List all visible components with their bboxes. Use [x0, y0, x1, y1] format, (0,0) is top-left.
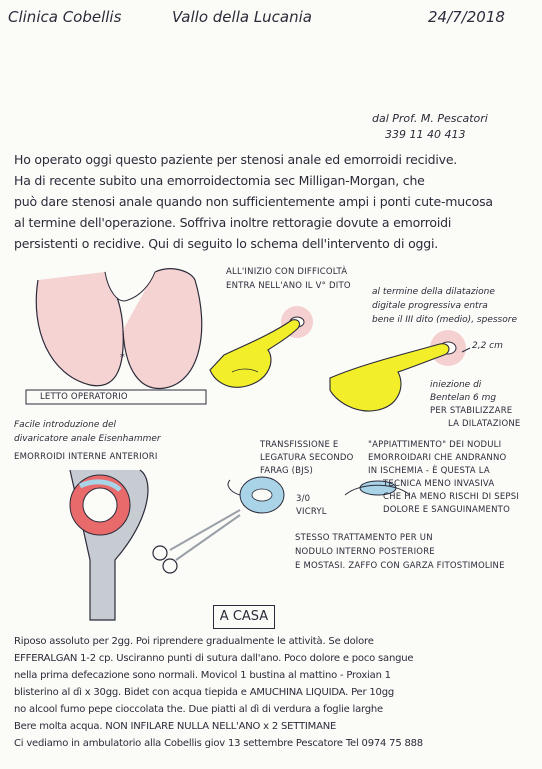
caption-facile-2: divaricatore anale Eisenhammer [14, 434, 161, 444]
caption-dilatazione-3: bene il III dito (medio), spessore [372, 315, 517, 325]
instruction-line-5: no alcool fumo pepe cioccolata the. Due piatti al dì di verdura a foglie larghe [14, 704, 384, 715]
intro-line-3: può dare stenosi anale quando non sufficientemente ampi i ponti cute-mucosa [14, 194, 493, 209]
author-phone: 339 11 40 413 [385, 128, 466, 141]
caption-dilatazione-1: al termine della dilatazione [372, 287, 495, 297]
caption-appiattimento-2: EMORROIDARI CHE ANDRANNO [368, 453, 507, 463]
glove-finger-drawing [210, 306, 313, 387]
caption-filo-2: VICRYL [296, 507, 327, 517]
scissors-drawing [153, 510, 240, 573]
caption-dilatazione-2: digitale progressiva entra [372, 301, 488, 311]
caption-appiattimento-5: CHE HA MENO RISCHI DI SEPSI [383, 492, 520, 502]
caption-transfissione-1: TRANSFISSIONE E [260, 440, 339, 450]
caption-appiattimento-1: "APPIATTIMENTO" DEI NODULI [368, 440, 502, 450]
ligated-nodule-drawing [228, 477, 284, 513]
caption-filo-1: 3/0 [296, 494, 311, 504]
caption-stesso-1: STESSO TRATTAMENTO PER UN [295, 533, 433, 543]
instruction-line-1: Riposo assoluto per 2gg. Poi riprendere gradualmente le attività. Se dolore [14, 636, 374, 647]
author-signature: dal Prof. M. Pescatori [372, 112, 488, 125]
caption-facile-1: Facile introduzione del [14, 420, 116, 430]
caption-transfissione-2: LEGATURA SECONDO [260, 453, 354, 463]
caption-emorroidi: EMORROIDI INTERNE ANTERIORI [14, 452, 158, 462]
caption-bentelan-2: Bentelan 6 mg [430, 393, 497, 403]
caption-spessore: 2,2 cm [472, 341, 503, 351]
dilator-drawing [70, 470, 148, 620]
caption-bentelan-3: PER STABILIZZARE [430, 406, 513, 416]
instruction-line-6: Bere molta acqua. NON INFILARE NULLA NELL'ANO x 2 SETTIMANE [14, 721, 337, 732]
instruction-line-4: blisterino al dì x 30gg. Bidet con acqua tiepida e AMUCHINA LIQUIDA. Per 10gg [14, 687, 395, 698]
instruction-line-7: Ci vediamo in ambulatorio alla Cobellis giov 13 settembre Pescatore Tel 0974 75 888 [14, 738, 423, 749]
buttocks-drawing [36, 269, 201, 389]
caption-bentelan-1: iniezione di [430, 380, 482, 390]
home-box-title: A CASA [213, 605, 275, 629]
caption-transfissione-3: FARAG (BJS) [260, 466, 314, 476]
caption-stesso-2: NODULO INTERNO POSTERIORE [295, 547, 435, 557]
intro-line-1: Ho operato oggi questo paziente per stenosi anale ed emorroidi recidive. [14, 152, 458, 167]
caption-inizio-1: ALL'INIZIO CON DIFFICOLTÀ [226, 267, 348, 277]
caption-letto: LETTO OPERATORIO [40, 392, 128, 402]
intro-line-4: al termine dell'operazione. Soffriva inoltre rettoragie dovute a emorroidi [14, 215, 452, 230]
location: Vallo della Lucania [172, 8, 312, 26]
caption-bentelan-4: LA DILATAZIONE [448, 419, 521, 429]
date: 24/7/2018 [428, 8, 505, 26]
svg-text:*: * [120, 352, 125, 363]
clinic-name: Clinica Cobellis [8, 8, 122, 26]
caption-appiattimento-3: IN ISCHEMIA - È QUESTA LA [368, 466, 490, 476]
instruction-line-2: EFFERALGAN 1-2 cp. Usciranno punti di sutura dall'ano. Poco dolore e poco sangue [14, 653, 414, 664]
intro-line-2: Ha di recente subito una emorroidectomia sec Milligan-Morgan, che [14, 173, 425, 188]
caption-appiattimento-4: TECNICA MENO INVASIVA [383, 479, 495, 489]
caption-inizio-2: ENTRA NELL'ANO IL V° DITO [226, 281, 351, 291]
intro-line-5: persistenti o recidive. Qui di seguito lo schema dell'intervento di oggi. [14, 236, 439, 251]
instruction-line-3: nella prima defecazione sono normali. Movicol 1 bustina al mattino - Proxian 1 [14, 670, 391, 681]
caption-appiattimento-6: DOLORE E SANGUINAMENTO [383, 505, 510, 515]
caption-stesso-3: E MOSTASI. ZAFFO CON GARZA FITOSTIMOLINE [295, 561, 505, 571]
